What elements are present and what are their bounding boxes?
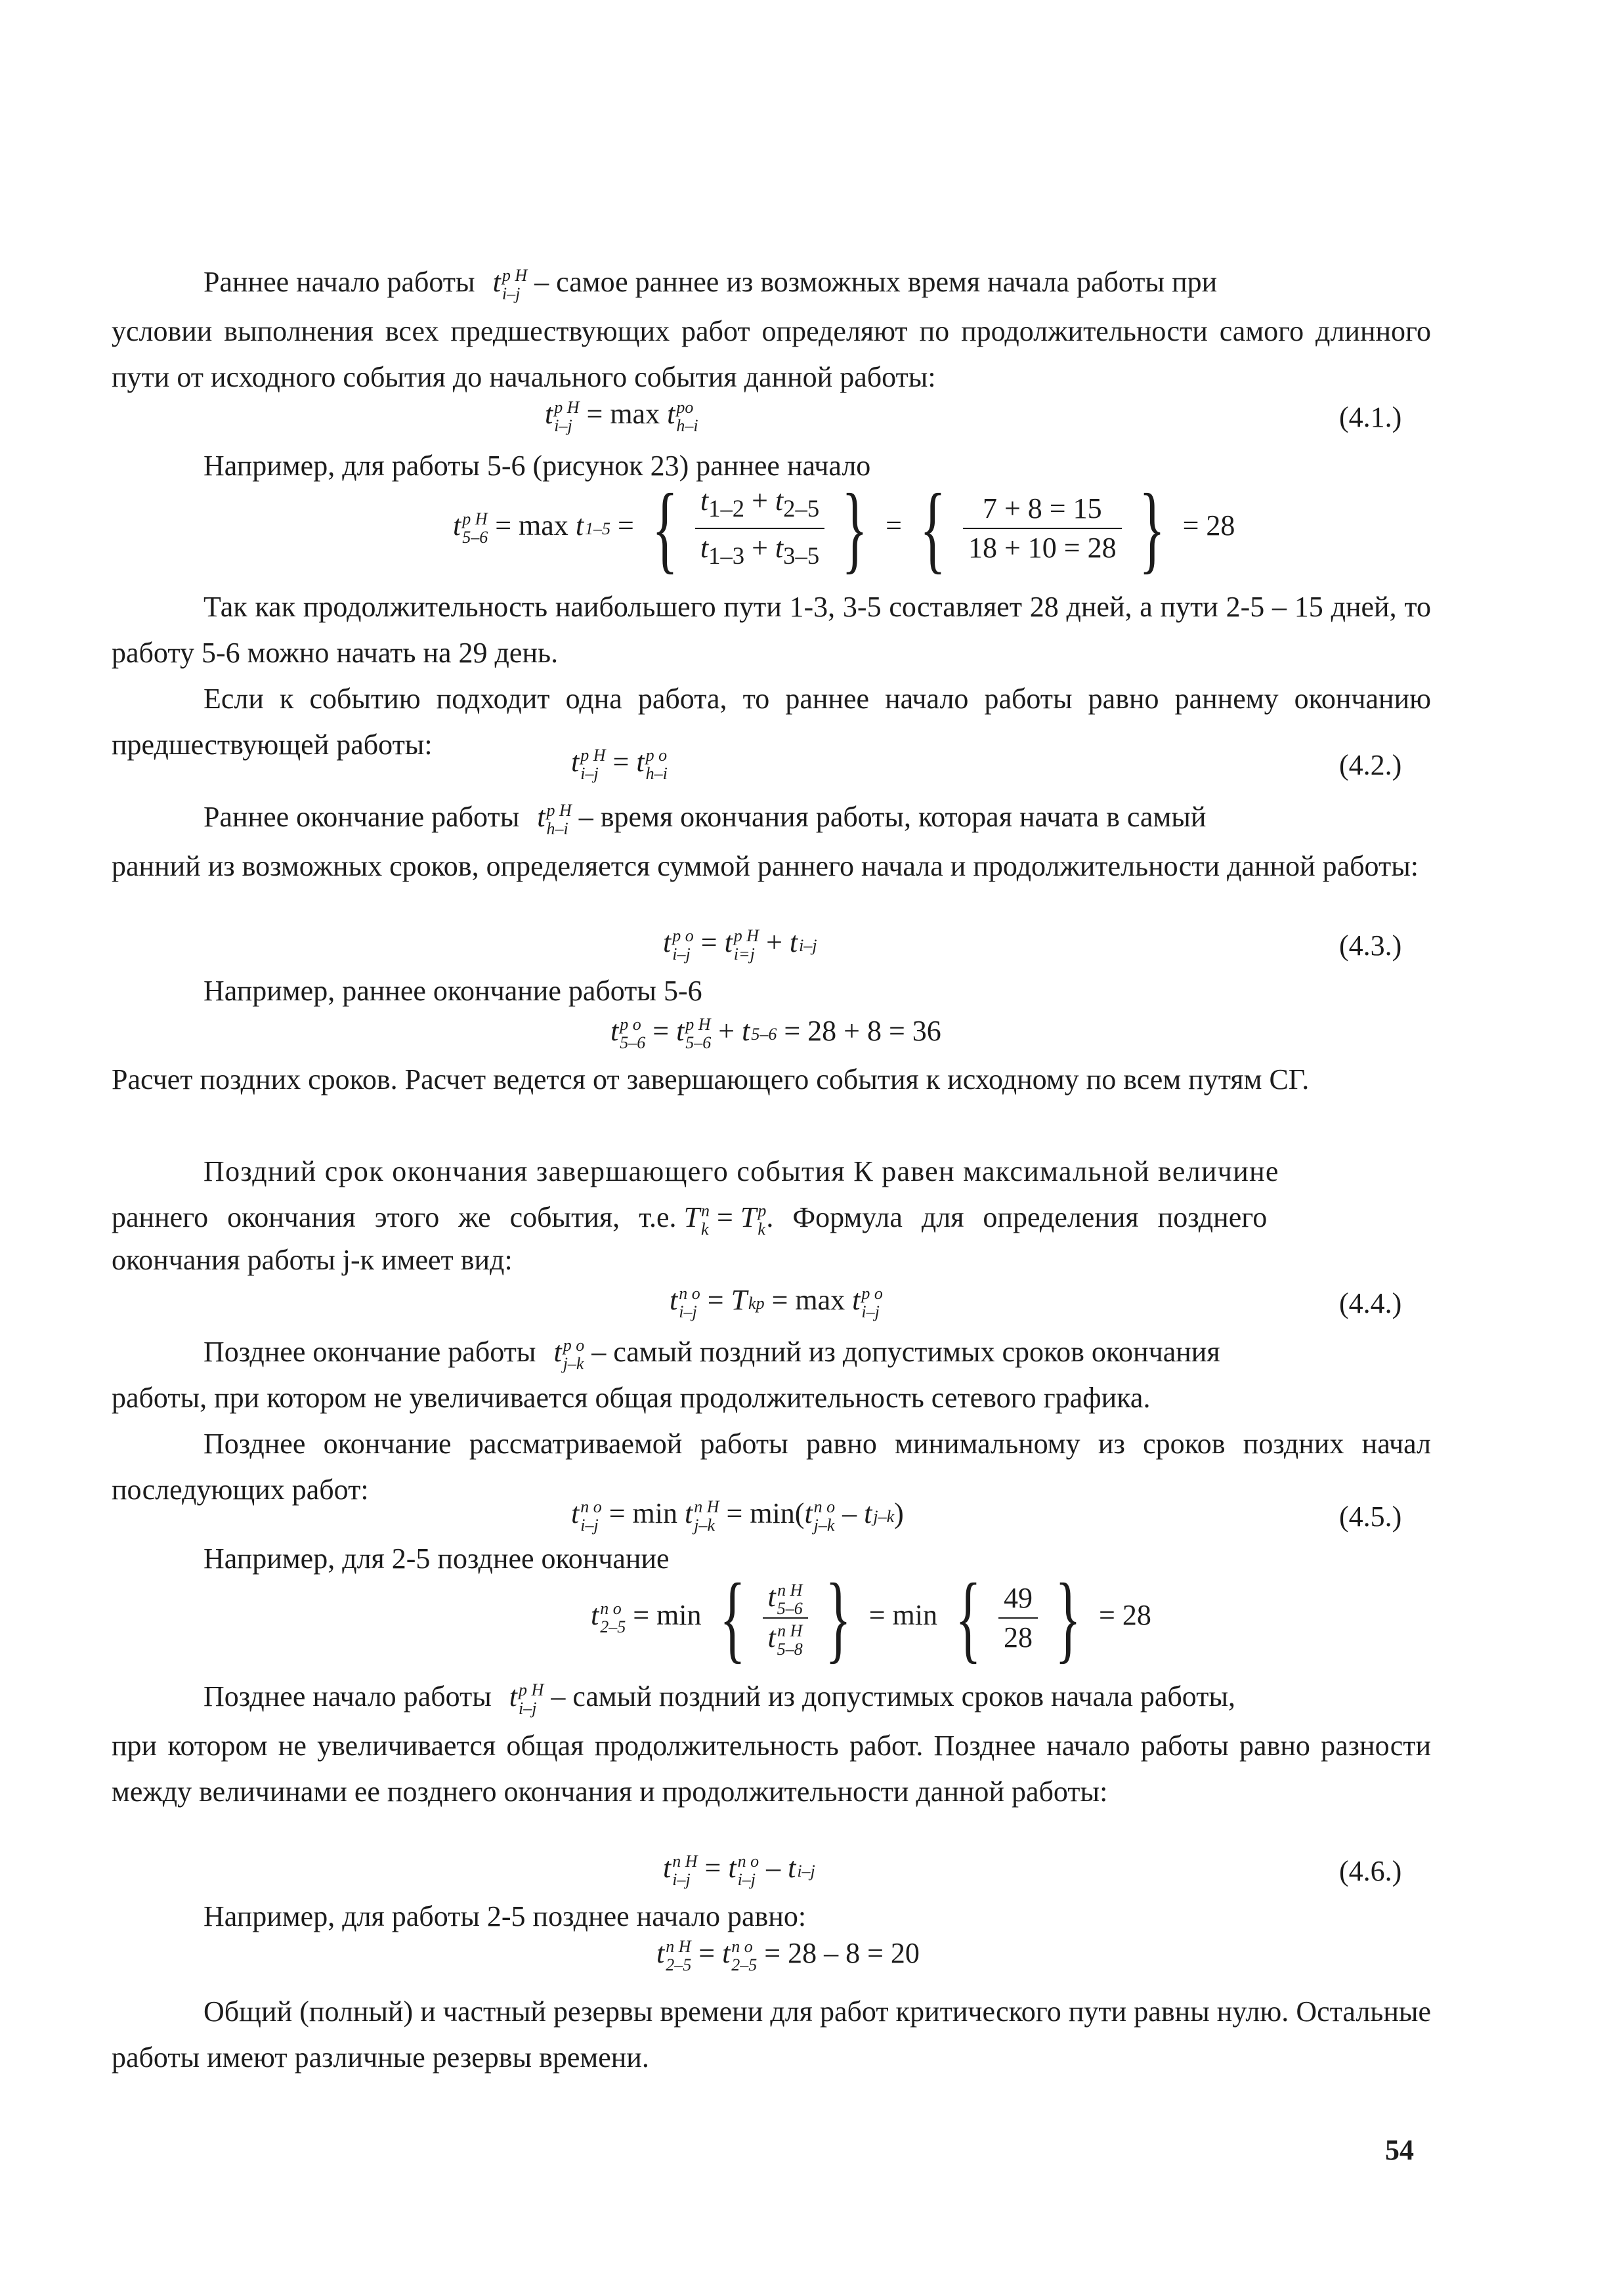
formula-4-6: t n H i–j = t n o i–j – t i–j [663, 1851, 815, 1889]
formula-result-28: = 28 [1182, 509, 1235, 542]
example-late-start-2-5: Например, для работы 2-5 позднее начало равно: [203, 1900, 807, 1932]
formula-4-5: t n o i–j = min t n H j–k = min(t n o j–k – t j–k ) [571, 1497, 904, 1535]
paragraph-late-finish-def-cont: работы, при котором не увеличивается общая продолжительность сетевого графика. [112, 1382, 1151, 1414]
text-formula-late-finish: . Формула для определения позднего [766, 1201, 1268, 1233]
text-early-finish-def: – время окончания работы, которая начата в самый [578, 801, 1207, 833]
paragraph-early-start-cont: условии выполнения всех предшествующих работ определяют по продолжительности самого длинного пути от исходного события до начального события данной работы: [112, 315, 1431, 393]
paragraph-longest-path: Так как продолжительность наибольшего пути 1-3, 3-5 составляет 28 дней, а пути 2-5 – 15 дней, то работу 5-6 можно начать на 29 день. [112, 591, 1431, 669]
formula-4-4: t n o i–j = T kp = max t p o i–j [670, 1283, 883, 1321]
formula-result-late-28: = 28 [1099, 1599, 1151, 1632]
formula-value-28b: 28 [1004, 1621, 1033, 1653]
formula-value-28: 18 + 10 = 28 [968, 532, 1117, 564]
text-early-start-def: – самое раннее из возможных время начала работы при [534, 266, 1218, 298]
text-early-finish: Раннее окончание работы [203, 801, 520, 833]
paragraph-late-finish-form: окончания работы j-к имеет вид: [112, 1244, 513, 1276]
formula-late-start-2-5: t n H 2–5 = t n o 2–5 = 28 – 8 = 20 [656, 1936, 920, 1974]
paragraph-reserves: Общий (полный) и частный резервы времени для работ критического пути равны нулю. Остальные работы имеют различные резервы времени. [112, 1995, 1431, 2074]
paragraph-late-finish-min: Позднее окончание рассматриваемой работы равно минимальному из сроков поздних начал последующих работ: [112, 1428, 1431, 1506]
paragraph-early-start-intro: Раннее начало работы t p H i–j – самое раннее из возможных время начала работы при [203, 265, 1218, 303]
formula-value-15: 7 + 8 = 15 [963, 490, 1122, 529]
formula-result-20: = 28 – 8 = 20 [764, 1937, 920, 1969]
example-early-start-5-6: Например, для работы 5-6 (рисунок 23) раннее начало [203, 450, 871, 482]
equation-number-4-1: (4.1.) [1339, 401, 1402, 433]
paragraph-late-terms: Расчет поздних сроков. Расчет ведется от завершающего события к исходному по всем путям СГ. [112, 1063, 1310, 1096]
formula-late-finish-2-5: t n o 2–5 = min { t n H 5–6 t n H 5–8 } = min { $\frac{49}{28}$ } = 28 [591, 1564, 1151, 1672]
page-number: 54 [1385, 2134, 1414, 2166]
equation-number-4-6: (4.6.) [1339, 1855, 1402, 1887]
equation-number-4-2: (4.2.) [1339, 749, 1402, 781]
formula-4-1: t p H i–j = max t po h–i [545, 397, 698, 435]
paragraph-late-finish-final: Поздний срок окончания завершающего события К равен максимальной величине [203, 1155, 1279, 1187]
text-late-finish-def: – самый поздний из допустимых сроков окончания [591, 1336, 1220, 1368]
paragraph-late-start-cont: при котором не увеличивается общая продолжительность работ. Позднее начало работы равно разности между величинами ее позднего окончания и продолжительности данной работы: [112, 1730, 1431, 1808]
paragraph-late-finish-final-2: раннего окончания этого же события, т.е. T n k = T p k . Формула для определения позднего [112, 1201, 1268, 1239]
paragraph-late-start-def: Позднее начало работы t p H i–j – самый поздний из допустимых сроков начала работы, [203, 1680, 1236, 1718]
paragraph-early-finish-cont: ранний из возможных сроков, определяется суммой раннего начала и продолжительности данной работы: [112, 850, 1419, 882]
paragraph-late-finish-def: Позднее окончание работы t p o j–k – самый поздний из допустимых сроков окончания [203, 1335, 1220, 1373]
formula-4-3: t p o i–j = t p H i=j + t i–j [663, 926, 817, 964]
formula-4-2: t p H i–j = t p o h–i [571, 745, 668, 783]
formula-early-start-5-6: t p H 5–6 = max t 1–5 = { $\frac{t_{1-2} + t_{2-5}}{t_{1-3} + t_{3-5}}$ } = { $\frac{7 + 8 = 15}{18 + 10 = 28}$ } = 28 [453, 474, 1235, 583]
example-early-finish-5-6: Например, раннее окончание работы 5-6 [203, 975, 702, 1007]
paragraph-single-work: Если к событию подходит одна работа, то раннее начало работы равно раннему окончанию предшествующей работы: [112, 683, 1431, 761]
formula-early-finish-5-6: t p o 5–6 = t p H 5–6 + t 5–6 = 28 + 8 = 36 [610, 1014, 941, 1052]
text-late-finish: Позднее окончание работы [203, 1336, 536, 1368]
formula-value-49: 49 [998, 1579, 1038, 1619]
text-late-start: Позднее начало работы [203, 1680, 492, 1713]
paragraph-early-finish: Раннее окончание работы t p H h–i – время окончания работы, которая начата в самый [203, 800, 1207, 838]
text-early-start: Раннее начало работы [203, 266, 475, 298]
text-late-start-def: – самый поздний из допустимых сроков начала работы, [551, 1680, 1236, 1713]
example-late-finish-2-5: Например, для 2-5 позднее окончание [203, 1543, 670, 1575]
formula-result-36: = 28 + 8 = 36 [784, 1015, 941, 1047]
equation-number-4-3: (4.3.) [1339, 929, 1402, 962]
equation-number-4-4: (4.4.) [1339, 1287, 1402, 1319]
equation-number-4-5: (4.5.) [1339, 1500, 1402, 1533]
